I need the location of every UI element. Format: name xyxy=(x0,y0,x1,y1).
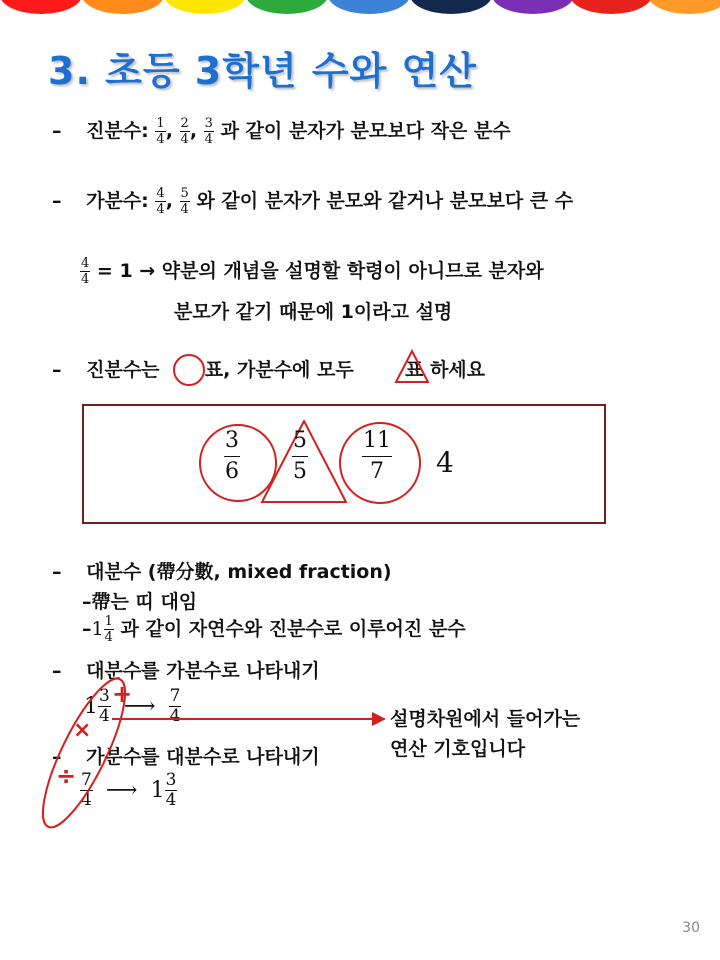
exercise-item[interactable]: 4 xyxy=(436,446,454,479)
page-title: 3. 초등 3학년 수와 연산 xyxy=(48,49,477,93)
improper-to-mixed-example: $\frac{7}{4}$ ⟶ 1 $\frac{3}{4}$ xyxy=(81,770,177,810)
mixed-title: 대분수 (帶分數, mixed fraction) xyxy=(86,561,392,583)
note-line-2: 분모가 같기 때문에 1이라고 설명 xyxy=(174,301,453,323)
fraction: $\frac{2}{4}$ xyxy=(180,116,189,147)
bullet-dash: – xyxy=(52,120,62,142)
improper-label: 가분수: xyxy=(86,190,149,212)
fraction: $\frac{7}{4}$ xyxy=(81,770,92,810)
improper-text: 와 같이 분자가 분모와 같거나 분모보다 큰 수 xyxy=(196,190,574,212)
fraction: $\frac{11}{7}$ xyxy=(363,428,391,484)
bullet-dash: – xyxy=(52,190,62,212)
fraction: $\frac{3}{4}$ xyxy=(99,686,110,726)
bullet-dash: – xyxy=(52,561,62,583)
improper-fraction-definition: – 가분수: $\frac{4}{4}$ , $\frac{5}{4}$ 와 같이 분자가 분모와 같거나 분모보다 큰 수 xyxy=(52,186,574,217)
bullet-dash: – xyxy=(52,746,62,768)
mixed-to-improper-example: 1 $\frac{3}{4}$ ⟶ $\frac{7}{4}$ xyxy=(84,686,181,726)
proper-label: 진분수: xyxy=(86,120,149,142)
fraction: $\frac{4}{4}$ xyxy=(81,256,90,287)
proper-text: 과 같이 분자가 분모보다 작은 분수 xyxy=(220,120,511,142)
divide-icon: ÷ xyxy=(56,762,77,790)
page-number: 30 xyxy=(682,920,700,936)
arrow-head-icon xyxy=(372,712,386,726)
heading-text: 가분수를 대분수로 나타내기 xyxy=(86,746,320,768)
fraction: $\frac{3}{6}$ xyxy=(225,428,239,484)
note-text: = 1 → 약분의 개념을 설명할 학령이 아니므로 분자와 xyxy=(96,260,544,282)
heading-text: 대분수를 가분수로 나타내기 xyxy=(86,660,320,682)
fraction: $\frac{7}{4}$ xyxy=(169,686,181,726)
bullet-dash: – xyxy=(52,660,62,682)
annotation-text: 설명차원에서 들어가는 연산 기호입니다 xyxy=(390,708,581,760)
fraction: $\frac{5}{4}$ xyxy=(180,186,189,217)
bullet-dash: – xyxy=(52,359,62,381)
fraction: $\frac{1}{4}$ xyxy=(104,614,113,645)
fraction: $\frac{3}{4}$ xyxy=(204,116,213,147)
task-text: 표 하세요 xyxy=(404,359,486,381)
mixed-note: –帶는 띠 대임 xyxy=(82,591,198,613)
task-text: 진분수는 xyxy=(86,359,160,381)
times-icon: × xyxy=(73,718,92,743)
fraction: $\frac{5}{5}$ xyxy=(293,428,307,484)
task-text: 표, 가분수에 모두 xyxy=(204,359,354,381)
fraction: $\frac{3}{4}$ xyxy=(165,770,177,810)
fraction: $\frac{1}{4}$ xyxy=(156,116,165,147)
plus-icon: + xyxy=(112,680,133,708)
proper-fraction-definition: – 진분수: $\frac{1}{4}$ , $\frac{2}{4}$ , $\frac{3}{4}$ 과 같이 분자가 분모보다 작은 분수 xyxy=(52,116,511,147)
fraction: $\frac{4}{4}$ xyxy=(156,186,165,217)
mixed-definition: –1 $\frac{1}{4}$ 과 같이 자연수와 진분수로 이루어진 분수 xyxy=(82,614,466,645)
